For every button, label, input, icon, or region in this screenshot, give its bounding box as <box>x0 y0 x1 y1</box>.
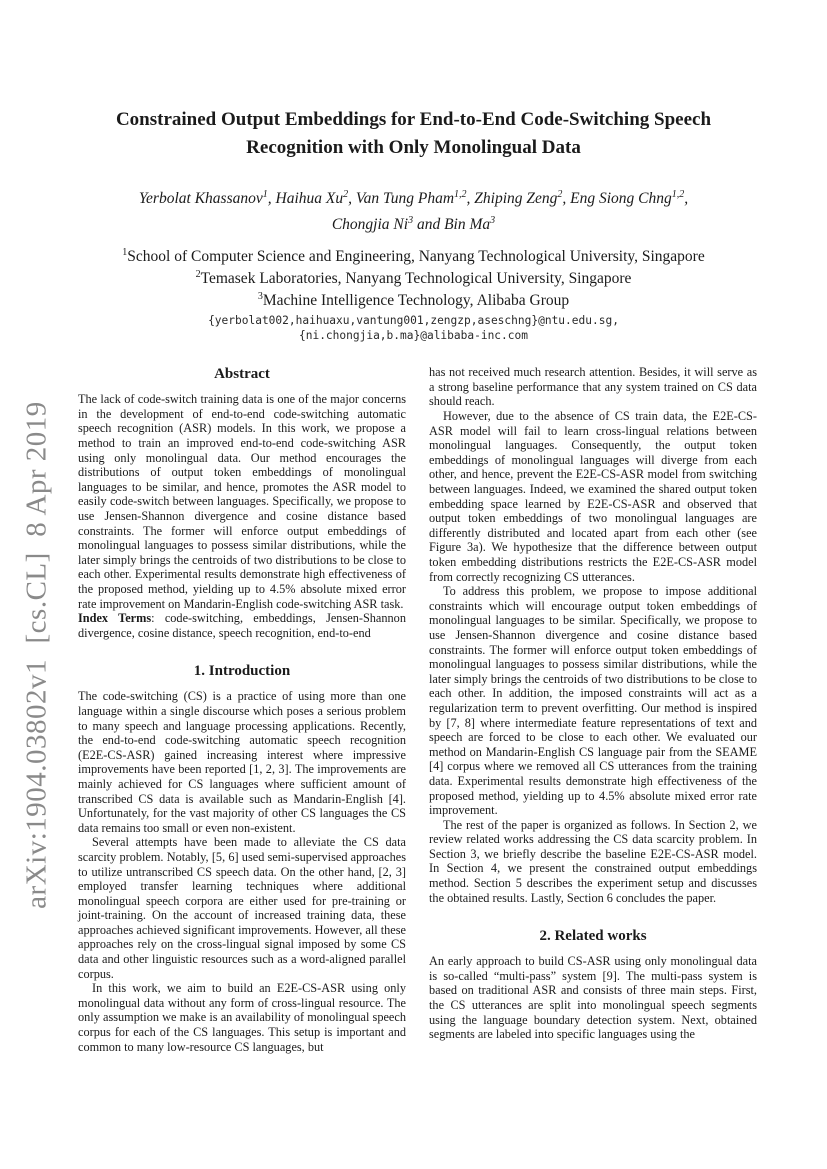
author: Eng Siong Chng$^{1,2}$, <box>570 189 689 208</box>
email-line-1: {yerbolat002,haihuaxu,vantung001,zengzp,aseschng}@ntu.edu.sg, <box>208 314 619 328</box>
right-paragraph-4: The rest of the paper is organized as follows. In Section 2, we review related works addressing the CS data scarcity problem. In Section 3, we briefly describe the baseline E2E-CS-ASR model. In Section 4, we present the constrained output embeddings method. Section 5 describes the experiment setup and discusses the obtained results. Lastly, Section 6 concludes the paper. <box>429 817 757 905</box>
right-column <box>429 365 757 1054</box>
author-affiliation-sup: 2 <box>557 189 563 200</box>
author: Zhiping Zeng$^2$, <box>474 189 571 208</box>
intro-paragraph-1: The code-switching (CS) is a practice of using more than one language within a single discourse which poses a serious problem to many speech and language processing applications. Recently, the end-to-end code-switching automatic speech recognition (E2E-CS-ASR) gained increasing interest where impressive improvements have been reported [1, 2, 3]. The improvements are mainly achieved for CS languages where sufficient amount of transcribed CS data is available such as Mandarin-English [4]. Unfortunately, for the vast majority of other CS languages the CS data remains too small or even non-existent. <box>78 689 406 835</box>
author-affiliation-sup: 3 <box>490 215 496 227</box>
author-line-1 <box>0 184 827 210</box>
paper-title: Constrained Output Embeddings for End-to-End Code-Switching Speech Recognition with Only Monolingual Data <box>115 109 712 158</box>
affiliation-3: $^3$Machine Intelligence Technology, Alibaba Group <box>257 290 570 309</box>
index-terms-label: Index Terms <box>78 611 152 626</box>
affiliation-sup: 1 <box>122 247 128 259</box>
author-affiliation-sup: 3 <box>408 215 414 227</box>
abstract-paragraph: The lack of code-switch training data is one of the major concerns in the development of end-to-end code-switching automatic speech recognition (ASR) models. In this work, we propose a method to train an improved end-to-end code-switching ASR using only monolingual data. Our method encourages the distributions of output token embeddings of monolingual languages to be similar, and hence, promotes the ASR model to easily code-switch between languages. Specifically, we propose to use Jensen-Shannon divergence and cosine distance based constraints. The former will enforce output embeddings of monolingual languages to possess similar distributions, while the later simply brings the centroids of two distributions to be close to each other. Experimental results demonstrate high effectiveness of the proposed method, yielding up to 4.5% absolute mixed error rate improvement on Mandarin-English code-switching ASR task. <box>78 392 406 611</box>
author-affiliation-sup: 1 <box>262 189 268 200</box>
intro-paragraph-3: In this work, we aim to build an E2E-CS-ASR using only monolingual data without any form of cross-lingual resource. The only assumption we make is an availability of monolingual speech corpus for each of the CS languages. This setup is important and common to many low-resource CS languages, but <box>78 981 406 1054</box>
affiliation-sup: 2 <box>195 268 201 280</box>
left-column <box>78 365 406 1054</box>
author-affiliation-sup: 1,2 <box>671 189 685 200</box>
author-affiliation-sup: 2 <box>343 189 349 200</box>
right-paragraph-3: To address this problem, we propose to impose additional constraints which will encourage output token embeddings of monolingual languages to be similar. Specifically, we propose to use Jensen-Shannon divergence and cosine distance based constraints. The former will enforce output token embeddings of monolingual languages to possess similar distributions, while the later simply brings the centroids of two distributions to be close to each other. In addition, the imposed constraints will act as a regularization term to prevent overfitting. Our method is inspired by [7, 8] where intermediate feature representations of text and speech are forced to be close to each other. We evaluated our method on Mandarin-English CS language pair from the SEAME [4] corpus where we removed all CS utterances from the training data. Experimental results demonstrate high effectiveness of the proposed method, yielding up to 4.5% absolute mixed error rate improvement. <box>429 584 757 818</box>
author-line-2 <box>0 210 827 236</box>
two-column-body <box>0 365 827 1054</box>
paper-header <box>0 0 827 343</box>
affiliation-2: $^2$Temasek Laboratories, Nanyang Technological University, Singapore <box>195 268 632 288</box>
author: Van Tung Pham$^{1,2}$, <box>355 189 475 208</box>
abstract-heading: Abstract <box>214 366 270 383</box>
email-block <box>0 313 827 343</box>
affiliation-1: $^1$School of Computer Science and Engineering, Nanyang Technological University, Singapore <box>122 247 705 266</box>
author: Yerbolat Khassanov$^1$, <box>138 189 276 208</box>
author-list <box>0 184 827 236</box>
author: Chongjia Ni$^3$ and <box>331 215 445 234</box>
email-line-2: {ni.chongjia,b.ma}@alibaba-inc.com <box>298 329 528 343</box>
affiliation-list <box>0 244 827 309</box>
author-affiliation-sup: 1,2 <box>454 189 467 200</box>
index-terms-list: : code-switching, embeddings, Jensen-Shannon divergence, cosine distance, speech recognition, end-to-end <box>78 611 406 640</box>
section-1-heading: 1. Introduction <box>193 663 291 680</box>
right-paragraph-2: However, due to the absence of CS train data, the E2E-CS-ASR model will fail to learn cross-lingual relations between monolingual languages. Consequently, the output token embeddings of monolingual languages will diverge from each other, and hence, prevent the E2E-CS-ASR model from switching between languages. Indeed, we examined the shared output token embedding space learned by E2E-CS-ASR and observed that output token embeddings of two monolingual languages are differently distributed and located apart from each other (see Figure 3a). We hypothesize that the difference between output token embedding distributions restricts the E2E-CS-ASR model from correctly recognizing CS utterances. <box>429 409 757 584</box>
affiliation-sup: 3 <box>257 290 263 302</box>
author: Haihua Xu$^2$, <box>275 189 356 208</box>
author: Bin Ma$^3$ <box>444 215 496 234</box>
continuation-paragraph: has not received much research attention. Besides, it will serve as a strong baseline performance that any system trained on CS data should reach. <box>429 365 757 409</box>
section-2-heading: 2. Related works <box>539 928 647 945</box>
index-terms <box>78 611 406 640</box>
arxiv-watermark: arXiv:1904.03802v1 [cs.CL] 8 Apr 2019 <box>20 401 53 909</box>
related-works-paragraph: An early approach to build CS-ASR using only monolingual data is so-called “multi-pass” system [9]. The multi-pass system is based on traditional ASR and consists of three main steps. First, the CS utterances are split into monolingual speech segments using the language boundary detection system. Next, obtained segments are labeled into specific languages using the <box>429 954 757 1042</box>
intro-paragraph-2: Several attempts have been made to alleviate the CS data scarcity problem. Notably, [5, 6] used semi-supervised approaches to utilize untranscribed CS speech data. On the other hand, [2, 3] employed transfer learning techniques where additional monolingual speech corpora are either used for pre-training or joint-training. On the account of increased training data, these approaches achieved significant improvements. However, all these approaches rely on the cross-lingual signal imposed by some CS data and other linguistic resources such as a word-aligned parallel corpus. <box>78 835 406 981</box>
